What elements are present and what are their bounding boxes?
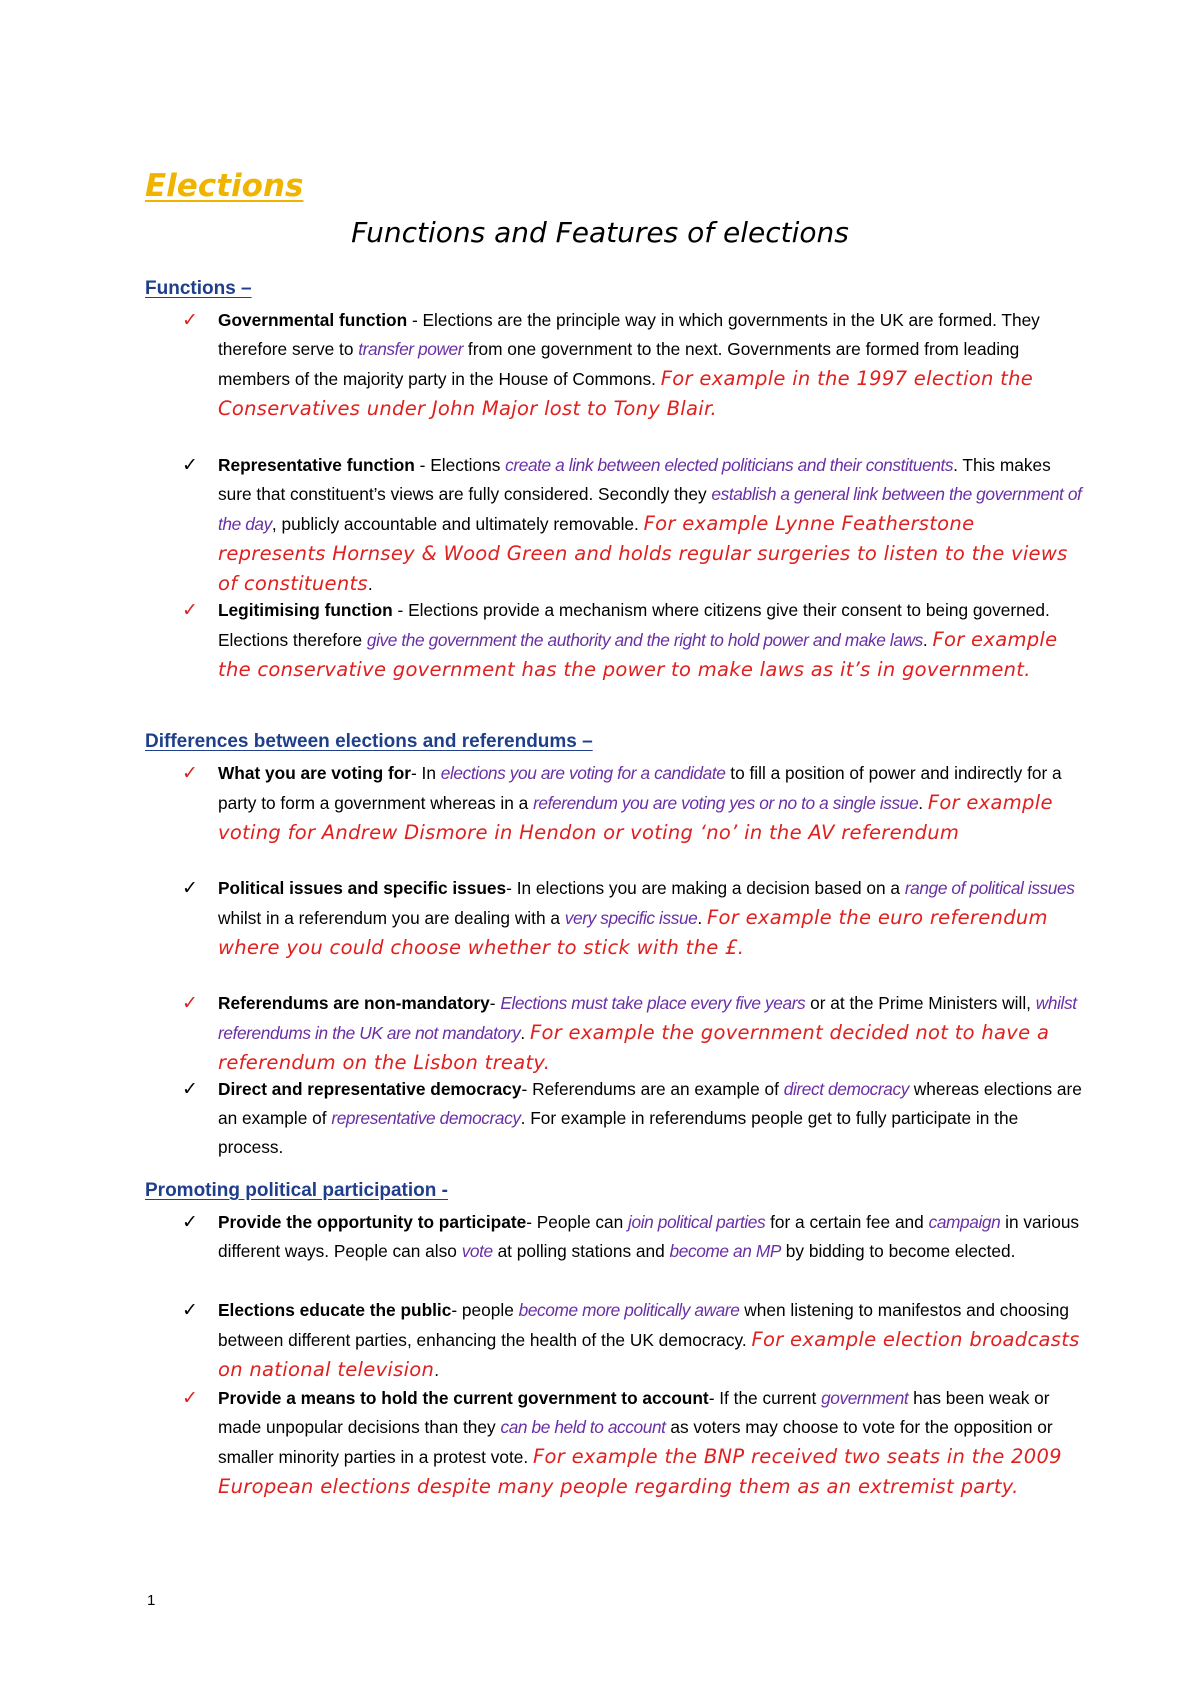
example-text: For example Lynne Featherstone represents Hornsey & Wood Green and holds regular surgeries to listen to the views of constituents	[218, 512, 1068, 595]
body-text: from one government to the next. Governments are formed from leading members of the majority party in the House of Commons.	[218, 339, 1020, 389]
body-text: or at the Prime Ministers will,	[805, 993, 1036, 1013]
body-text: as voters may choose to vote for the opposition or smaller minority parties in a protest vote.	[218, 1417, 1053, 1467]
body-text: .	[697, 908, 708, 928]
checkmark-icon: ✓	[182, 762, 198, 784]
key-term: become more politically aware	[518, 1300, 740, 1320]
item-title: What you are voting for	[218, 763, 411, 783]
key-term: become an MP	[669, 1241, 781, 1261]
key-term: transfer power	[358, 339, 464, 359]
key-term: range of political issues	[904, 878, 1075, 898]
bullet-item	[182, 596, 1088, 685]
item-title: Direct and representative democracy	[218, 1079, 522, 1099]
bullet-item	[182, 874, 1088, 963]
body-text: when listening to manifestos and choosing between different parties, enhancing the health of the UK democracy.	[218, 1300, 1069, 1350]
page-title: Elections	[145, 168, 304, 204]
body-text: - Referendums are an example of	[521, 1079, 784, 1099]
bullet-item	[182, 1296, 1088, 1385]
key-term: establish a general link between the government of the day	[218, 484, 1082, 534]
checkmark-icon: ✓	[182, 1387, 198, 1409]
key-term: direct democracy	[783, 1079, 909, 1099]
item-title: Representative function	[218, 455, 415, 475]
body-text: - Elections are the principle way in which governments in the UK are formed. They therefore serve to	[218, 310, 1040, 359]
body-text: has been weak or made unpopular decisions than they	[218, 1388, 1050, 1437]
key-term: elections you are voting for a candidate	[440, 763, 726, 783]
body-text: at polling stations and	[492, 1241, 670, 1261]
page-number: 1	[147, 1592, 156, 1609]
checkmark-icon: ✓	[182, 1211, 198, 1233]
body-text: whereas elections are an example of	[218, 1079, 1082, 1128]
body-text: in various different ways. People can also	[218, 1212, 1080, 1261]
body-text: whilst in a referendum you are dealing with a	[218, 908, 565, 928]
body-text: to fill a position of power and indirectly for a party to form a government whereas in a	[218, 763, 1062, 813]
bullet-item	[182, 1384, 1088, 1502]
example-text: For example the conservative government has the power to make laws as it’s in government.	[218, 628, 1058, 681]
key-term: very specific issue	[564, 908, 698, 928]
key-term: give the government the authority and the right to hold power and make laws	[366, 630, 923, 650]
body-text: , publicly accountable and ultimately removable.	[271, 514, 644, 534]
key-term: vote	[461, 1241, 493, 1261]
checkmark-icon: ✓	[182, 454, 198, 476]
key-term: representative democracy	[331, 1108, 521, 1128]
key-term: create a link between elected politicians and their constituents	[505, 455, 954, 475]
item-title: Provide a means to hold the current government to account	[218, 1388, 709, 1408]
section-heading-participation: Promoting political participation -	[145, 1180, 448, 1201]
checkmark-icon: ✓	[182, 1299, 198, 1321]
body-text: - In elections you are making a decision based on a	[506, 878, 905, 898]
bullet-item	[182, 306, 1088, 424]
item-title: Referendums are non-mandatory	[218, 993, 490, 1013]
key-term: join political parties	[628, 1212, 766, 1232]
body-text: - If the current	[708, 1388, 822, 1408]
section-heading-functions: Functions –	[145, 278, 252, 299]
body-text: - People can	[526, 1212, 629, 1232]
example-text: For example the euro referendum where you could choose whether to stick with the £.	[218, 906, 1048, 959]
body-text: -	[489, 993, 501, 1013]
key-term: referendum you are voting yes or no to a single issue	[533, 793, 919, 813]
example-text: For example voting for Andrew Dismore in Hendon or voting ‘no’ in the AV referendum	[218, 791, 1053, 844]
body-text: - Elections provide a mechanism where citizens give their consent to being governed. Elections therefore	[218, 600, 1050, 650]
bullet-item	[182, 1208, 1088, 1266]
key-term: government	[821, 1388, 909, 1408]
checkmark-icon: ✓	[182, 992, 198, 1014]
key-term: Elections must take place every five years	[500, 993, 806, 1013]
item-title: Governmental function	[218, 310, 408, 330]
key-term: campaign	[928, 1212, 1001, 1232]
example-text: For example in the 1997 election the Conservatives under John Major lost to Tony Blair.	[218, 367, 1034, 420]
item-title: Legitimising function	[218, 600, 393, 620]
item-title: Provide the opportunity to participate	[218, 1212, 527, 1232]
body-text: .	[922, 630, 933, 650]
section-heading-differences: Differences between elections and referendums –	[145, 731, 593, 752]
bullet-item	[182, 1075, 1088, 1162]
body-text: . For example in referendums people get to fully participate in the process.	[218, 1108, 1019, 1157]
body-text: - people	[451, 1300, 519, 1320]
body-text: for a certain fee and	[765, 1212, 929, 1232]
example-text: For example the government decided not to have a referendum on the Lisbon treaty.	[218, 1021, 1050, 1074]
item-title: Elections educate the public	[218, 1300, 452, 1320]
body-text: .	[367, 574, 373, 594]
key-term: can be held to account	[500, 1417, 666, 1437]
bullet-item	[182, 989, 1088, 1078]
body-text: - Elections	[414, 455, 506, 475]
body-text: by bidding to become elected.	[780, 1241, 1016, 1261]
bullet-item	[182, 451, 1088, 599]
checkmark-icon: ✓	[182, 599, 198, 621]
page-subtitle: Functions and Features of elections	[351, 216, 849, 249]
body-text: . This makes sure that constituent’s views are fully considered. Secondly they	[218, 455, 1051, 504]
body-text: .	[434, 1360, 440, 1380]
body-text: - In	[410, 763, 441, 783]
body-text: .	[520, 1023, 530, 1043]
example-text: For example election broadcasts on national television	[218, 1328, 1080, 1381]
checkmark-icon: ✓	[182, 309, 198, 331]
bullet-item	[182, 759, 1088, 848]
example-text: For example the BNP received two seats in the 2009 European elections despite many people regarding them as an extremist party.	[218, 1445, 1062, 1498]
key-term: whilst referendums in the UK are not mandatory	[218, 993, 1077, 1043]
body-text: .	[918, 793, 928, 813]
checkmark-icon: ✓	[182, 877, 198, 899]
checkmark-icon: ✓	[182, 1078, 198, 1100]
item-title: Political issues and specific issues	[218, 878, 507, 898]
